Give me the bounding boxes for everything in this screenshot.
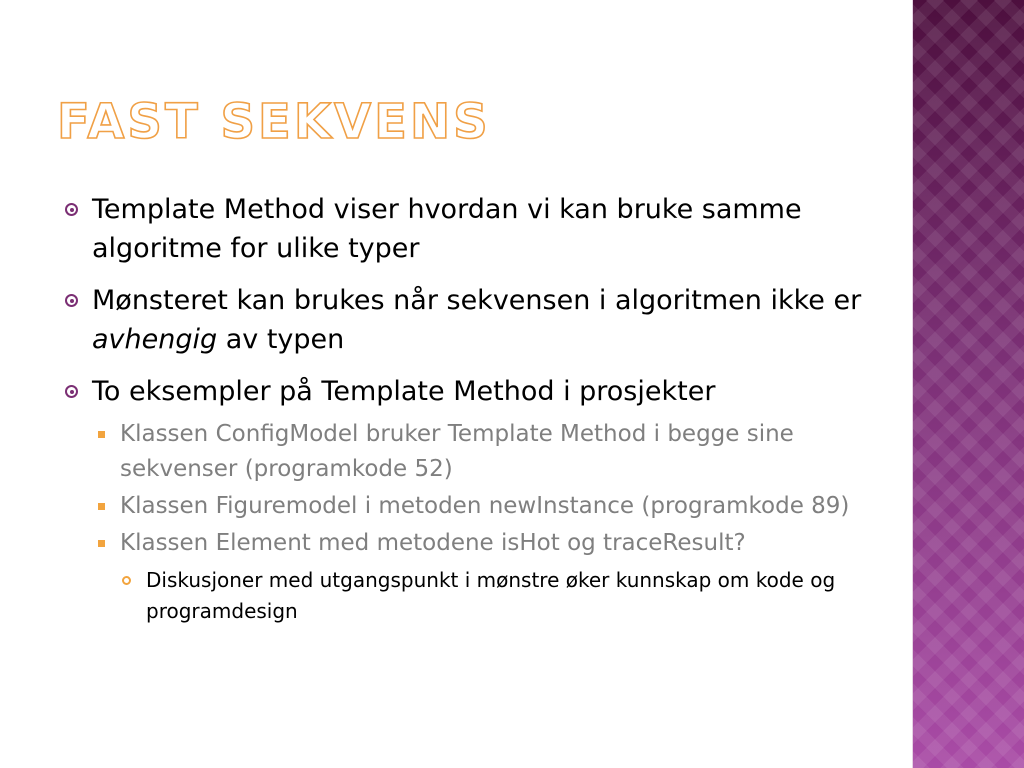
circle-bullet-icon — [65, 294, 78, 307]
decorative-side-band — [912, 0, 1024, 768]
sub-bullet-text: Klassen Figuremodel i metoden newInstance (programkode 89) — [120, 493, 850, 519]
bullet-text: Mønsteret kan brukes når sekvensen i algoritmen ikke er — [92, 285, 862, 316]
sub-bullet-text: Klassen Element med metodene isHot og traceResult? — [120, 530, 746, 556]
square-bullet-icon — [98, 431, 105, 438]
sub-bullet-item — [92, 417, 864, 487]
sub-sub-bullet-text: Diskusjoner med utgangspunkt i mønstre øker kunnskap om kode og programdesign — [146, 568, 836, 623]
bullet-text: Template Method viser hvordan vi kan bruke samme algoritme for ulike typer — [92, 194, 802, 264]
bullet-emphasis: avhengig — [92, 324, 218, 355]
sub-sub-bullet-item — [120, 565, 864, 627]
slide-title: FAST SEKVENS — [57, 94, 491, 150]
sub-bullet-item — [92, 526, 864, 561]
ring-bullet-icon — [122, 576, 131, 585]
square-bullet-icon — [98, 540, 105, 547]
circle-bullet-icon — [65, 385, 78, 398]
bullet-item — [64, 190, 864, 268]
bullet-item — [64, 372, 864, 411]
bullet-item — [64, 281, 864, 359]
bullet-list — [64, 190, 864, 627]
sub-bullet-text: Klassen ConfigModel bruker Template Method i begge sine sekvenser (programkode 52) — [120, 421, 794, 482]
sub-bullet-item — [92, 489, 864, 524]
bullet-text: To eksempler på Template Method i prosjekter — [92, 376, 716, 407]
bullet-text-tail: av typen — [217, 324, 345, 355]
circle-bullet-icon — [65, 203, 78, 216]
square-bullet-icon — [98, 503, 105, 510]
